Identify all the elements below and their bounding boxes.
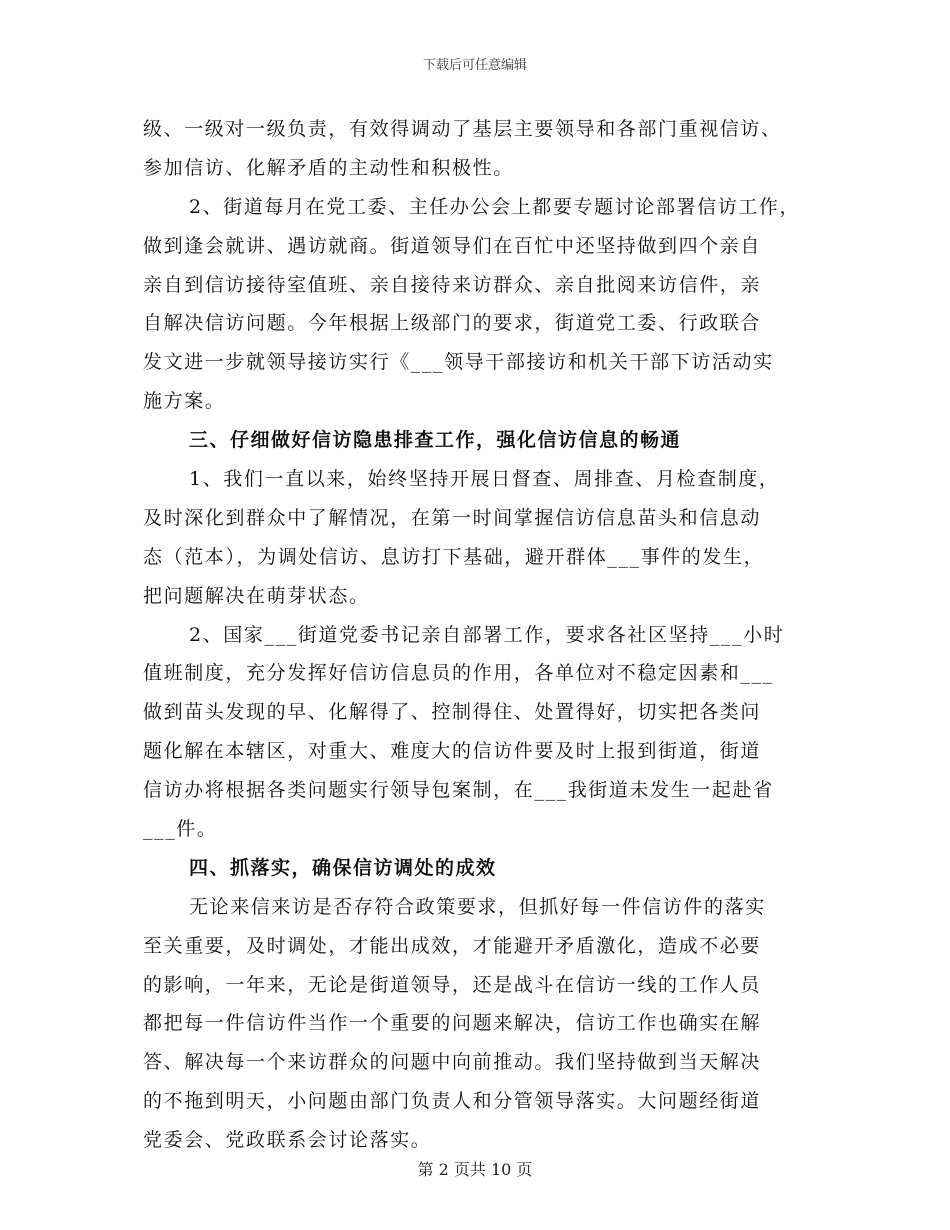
section-heading: 三、仔细做好信访隐患排查工作，强化信访信息的畅通 xyxy=(189,429,682,452)
paragraph-line: 的影响，一年来，无论是街道领导，还是战斗在信访一线的工作人员 xyxy=(143,973,762,996)
paragraph-line: 做到苗头发现的早、化解得了、控制得住、处置得好，切实把各类问 xyxy=(143,701,762,724)
section-heading: 四、抓落实，确保信访调处的成效 xyxy=(189,856,497,879)
paragraph-line: 1、我们一直以来，始终坚持开展日督查、周排查、月检查制度， xyxy=(189,468,780,491)
paragraph-line: 施方案。 xyxy=(143,390,226,413)
paragraph-line: 发文进一步就领导接访实行《___领导干部接访和机关干部下访活动实 xyxy=(143,351,774,374)
paragraph-line: 的不拖到明天，小问题由部门负责人和分管领导落实。大问题经街道 xyxy=(143,1090,762,1113)
paragraph-line: 级、一级对一级负责，有效得调动了基层主要领导和各部门重视信访、 xyxy=(143,118,782,140)
paragraph-line: 自解决信访问题。今年根据上级部门的要求，街道党工委、行政联合 xyxy=(143,312,762,335)
paragraph-line: 题化解在本辖区，对重大、难度大的信访件要及时上报到街道，街道 xyxy=(143,740,762,763)
document-body xyxy=(143,110,811,1160)
paragraph-line: 无论来信来访是否存符合政策要求，但抓好每一件信访件的落实 xyxy=(189,895,766,918)
paragraph-line: 亲自到信访接待室值班、亲自接待来访群众、亲自批阅来访信件，亲 xyxy=(143,273,762,296)
paragraph-line: 都把每一件信访件当作一个重要的问题来解决，信访工作也确实在解 xyxy=(143,1012,762,1035)
paragraph-line: 信访办将根据各类问题实行领导包案制，在___我街道未发生一起赴省 xyxy=(143,779,774,802)
paragraph-line: 把问题解决在萌芽状态。 xyxy=(143,584,370,607)
paragraph-line: 2、街道每月在党工委、主任办公会上都要专题讨论部署信访工作， xyxy=(189,195,801,218)
paragraph-line: ___件。 xyxy=(143,818,218,841)
paragraph-line: 做到逢会就讲、遇访就商。街道领导们在百忙中还坚持做到四个亲自 xyxy=(143,234,762,257)
paragraph-line: 答、解决每一个来访群众的问题中向前推动。我们坚持做到当天解决 xyxy=(143,1051,762,1074)
paragraph-line: 值班制度，充分发挥好信访信息员的作用，各单位对不稳定因素和___ xyxy=(143,662,774,685)
paragraph-line: 至关重要，及时调处，才能出成效，才能避开矛盾激化，造成不必要 xyxy=(143,934,762,957)
paragraph-line: 及时深化到群众中了解情况，在第一时间掌握信访信息苗头和信息动 xyxy=(143,506,762,529)
paragraph-line: 参加信访、化解矛盾的主动性和积极性。 xyxy=(143,156,514,179)
paragraph-line: 态（范本），为调处信访、息访打下基础，避开群体___事件的发生， xyxy=(143,545,765,568)
page-header-note: 下载后可任意编辑 xyxy=(422,58,527,73)
page-number: 第 2 页共 10 页 xyxy=(417,1160,533,1179)
paragraph-line: 2、国家___街道党委书记亲自部署工作，要求各社区坚持___小时 xyxy=(189,623,785,646)
paragraph-line: 党委会、党政联系会讨论落实。 xyxy=(143,1129,432,1152)
